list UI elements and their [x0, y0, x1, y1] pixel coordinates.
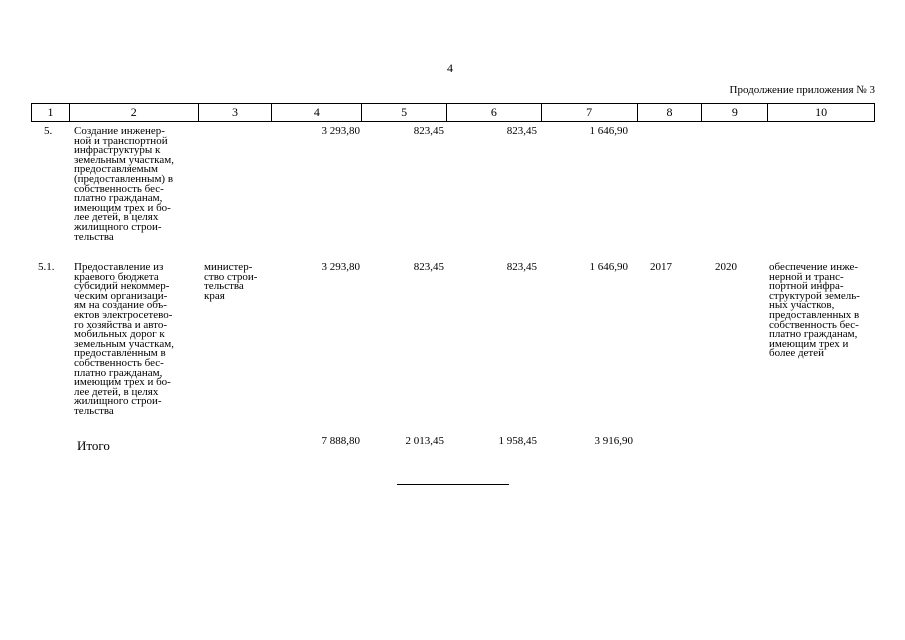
appendix-continuation-label: Продолжение приложения № 3	[729, 84, 875, 96]
column-header-8: 8	[637, 104, 702, 121]
totals-total-funding: 7 888,80	[321, 435, 360, 447]
column-header-3: 3	[198, 104, 272, 121]
executor: министер- ство строи- тельства края	[204, 261, 258, 302]
closing-rule	[397, 484, 509, 485]
total-funding: 3 293,80	[321, 261, 360, 273]
column-header-5: 5	[361, 104, 446, 121]
totals-funding-column-6: 1 958,45	[498, 435, 537, 447]
column-header-10: 10	[767, 104, 874, 121]
funding-column-7: 1 646,90	[589, 125, 628, 137]
column-header-7: 7	[541, 104, 637, 121]
total-funding: 3 293,80	[321, 125, 360, 137]
activity-name: Создание инженер- ной и транспортной инфраструктуры к земельным участкам, предоставляемым (предоставленным) в собственность бес- платно гражданам, имеющим трех и бо- лее детей, в целях жилищного строи- тельства	[74, 125, 174, 243]
page-number: 4	[447, 61, 453, 75]
funding-column-6: 823,45	[506, 261, 537, 273]
expected-result: обеспечение инже- нерной и транс- портной инфра- структурой земель- ных участков, предоставленных в собственность бес- платно гражданам, имеющим трех и более детей	[769, 261, 860, 360]
funding-column-5: 823,45	[413, 125, 444, 137]
activity-name: Предоставление из краевого бюджета субсидий некоммер- ческим организаци- ям на создание объ- ектов электросетево- го хозяйства и авто- мобильных дорог к земельным участкам, предоставленным в собственность бес- платно гражданам, имеющим трех и бо- лее детей, в целях жилищного строи- тельства	[74, 261, 174, 417]
table-header	[31, 103, 875, 122]
funding-column-7: 1 646,90	[589, 261, 628, 273]
totals-funding-column-7: 3 916,90	[594, 435, 633, 447]
start-year: 2017	[650, 261, 672, 273]
column-header-9: 9	[701, 104, 767, 121]
funding-column-5: 823,45	[413, 261, 444, 273]
column-header-1: 1	[47, 105, 54, 119]
column-header-4: 4	[271, 104, 361, 121]
funding-column-6: 823,45	[506, 125, 537, 137]
column-header-2: 2	[69, 104, 198, 121]
end-year: 2020	[715, 261, 737, 273]
column-header-6: 6	[446, 104, 541, 121]
row-number: 5.	[44, 125, 53, 137]
totals-funding-column-5: 2 013,45	[405, 435, 444, 447]
totals-label: Итого	[77, 438, 110, 453]
row-number: 5.1.	[38, 261, 55, 273]
